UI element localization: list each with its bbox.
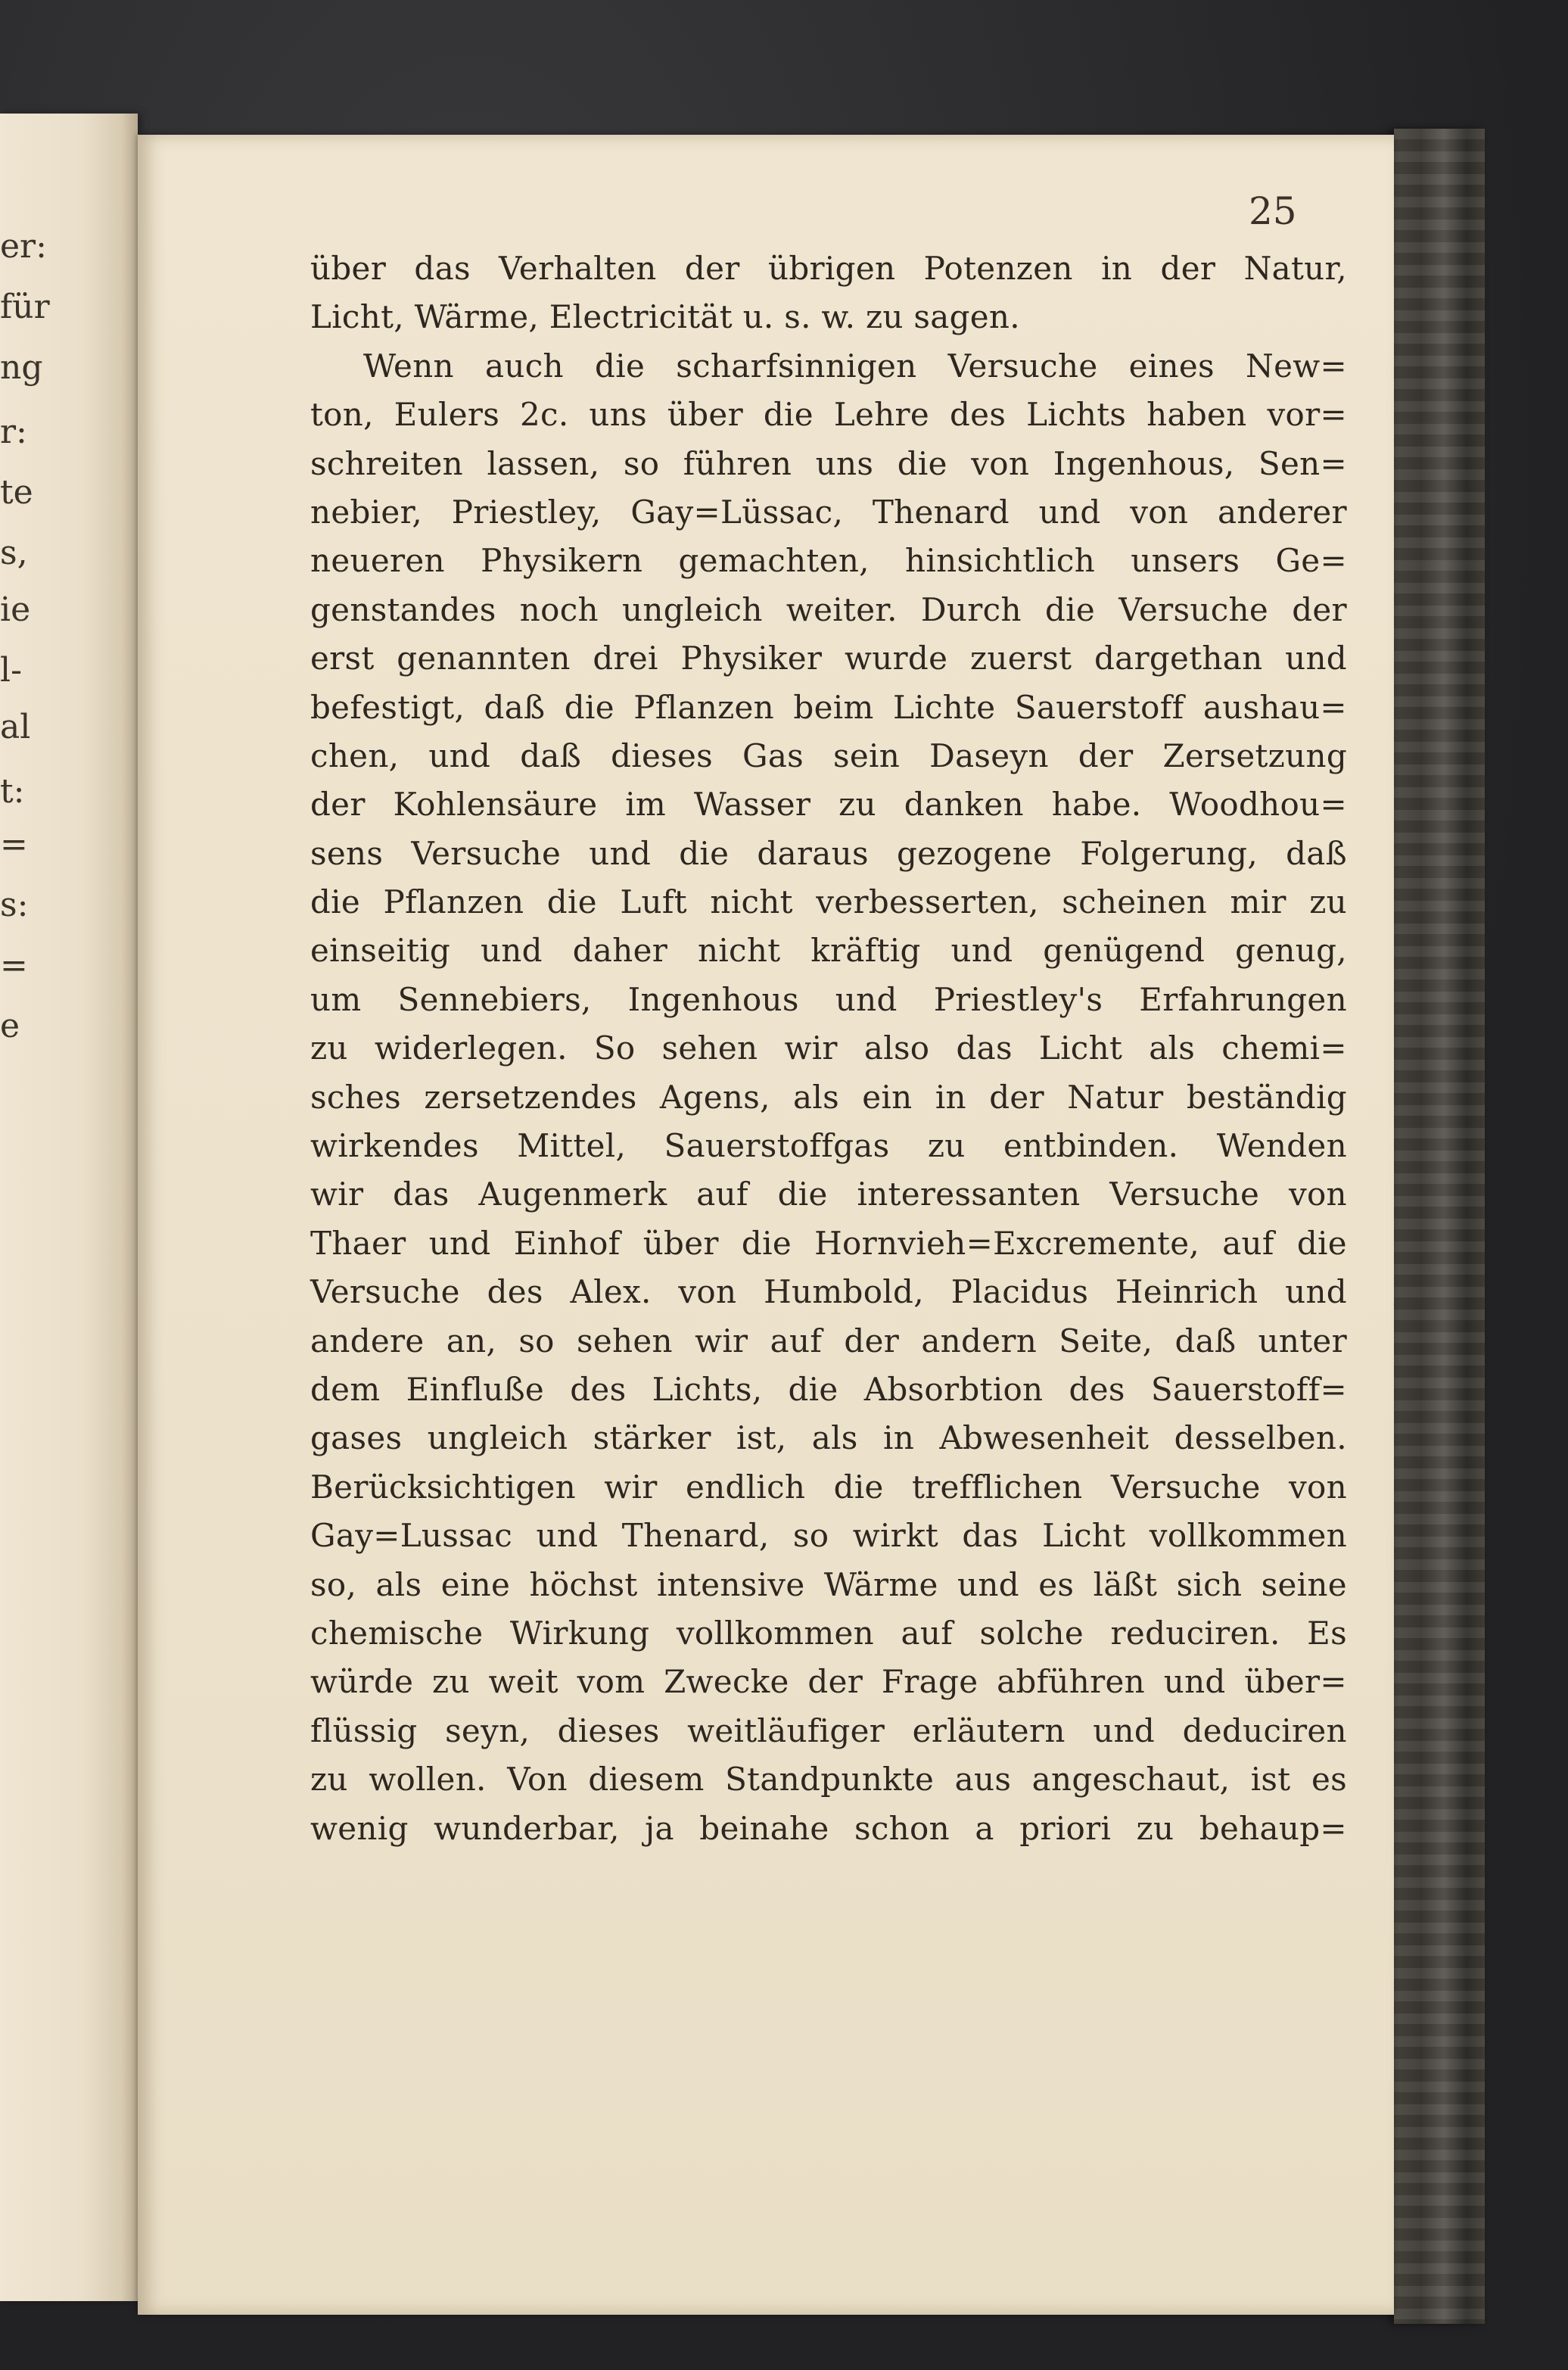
text-line: um Sennebiers, Ingenhous und Priestley's Erfahrungen	[310, 980, 1347, 1018]
text-line: Berücksichtigen wir endlich die trefflichen Versuche von	[310, 1468, 1347, 1506]
text-line: gases ungleich stärker ist, als in Abwesenheit desselben.	[310, 1419, 1347, 1457]
text-line: wir das Augenmerk auf die interessanten Versuche von	[310, 1176, 1347, 1213]
previous-page-fragment: te	[0, 473, 33, 512]
previous-page-fragment: e	[0, 1007, 20, 1045]
text-line: die Pflanzen die Luft nicht verbesserten, scheinen mir zu	[310, 883, 1347, 921]
previous-page-fragment: ng	[0, 348, 43, 387]
text-line: sens Versuche und die daraus gezogene Folgerung, daß	[310, 834, 1347, 872]
text-line: chen, und daß dieses Gas sein Daseyn der Zersetzung	[310, 737, 1347, 774]
text-line: wenig wunderbar, ja beinahe schon a priori zu behaup=	[310, 1809, 1347, 1847]
previous-page-fragment: s,	[0, 534, 28, 572]
previous-page-fragment: =	[0, 825, 28, 864]
text-line: einseitig und daher nicht kräftig und genügend genug,	[310, 932, 1347, 970]
previous-page-fragment: s:	[0, 886, 29, 924]
text-line: nebier, Priestley, Gay=Lüssac, Thenard und von anderer	[310, 493, 1347, 531]
text-line: genstandes noch ungleich weiter. Durch die Versuche der	[310, 590, 1347, 628]
text-line: befestigt, daß die Pflanzen beim Lichte Sauerstoff aushau=	[310, 688, 1347, 726]
previous-page-fragment: =	[0, 946, 28, 985]
previous-page-fragment: ie	[0, 590, 31, 629]
text-line: ton, Eulers 2c. uns über die Lehre des Lichts haben vor=	[310, 396, 1347, 434]
text-line: Licht, Wärme, Electricität u. s. w. zu sagen.	[310, 298, 1020, 336]
text-line: zu wollen. Von diesem Standpunkte aus angeschaut, ist es	[310, 1761, 1347, 1799]
text-line: dem Einfluße des Lichts, die Absorbtion des Sauerstoff=	[310, 1370, 1347, 1408]
text-line: chemische Wirkung vollkommen auf solche reduciren. Es	[310, 1614, 1347, 1652]
book-cover-edge	[1394, 129, 1485, 2324]
text-line: über das Verhalten der übrigen Potenzen in der Natur,	[310, 250, 1347, 287]
previous-page-edge	[0, 114, 138, 2301]
page-number: 25	[1249, 189, 1297, 233]
previous-page-fragment: für	[0, 288, 50, 326]
text-line: flüssig seyn, dieses weitläufiger erläutern und deduciren	[310, 1711, 1347, 1749]
text-line: erst genannten drei Physiker wurde zuerst dargethan und	[310, 640, 1347, 677]
text-line: Wenn auch die scharfsinnigen Versuche eines New=	[363, 347, 1347, 385]
text-line: der Kohlensäure im Wasser zu danken habe. Woodhou=	[310, 786, 1347, 824]
text-line: schreiten lassen, so führen uns die von Ingenhous, Sen=	[310, 444, 1347, 482]
previous-page-fragment: t:	[0, 772, 25, 811]
text-line: sches zersetzendes Agens, als ein in der Natur beständig	[310, 1078, 1347, 1116]
text-line: Thaer und Einhof über die Hornvieh=Excremente, auf die	[310, 1224, 1347, 1262]
previous-page-fragment: r:	[0, 413, 27, 451]
previous-page-fragment: al	[0, 708, 31, 746]
text-line: Versuche des Alex. von Humbold, Placidus Heinrich und	[310, 1273, 1347, 1311]
text-line: Gay=Lussac und Thenard, so wirkt das Licht vollkommen	[310, 1517, 1347, 1555]
text-line: andere an, so sehen wir auf der andern Seite, daß unter	[310, 1322, 1347, 1359]
text-line: würde zu weit vom Zwecke der Frage abführen und über=	[310, 1663, 1347, 1701]
page-body-text	[310, 250, 1347, 1858]
text-line: neueren Physikern gemachten, hinsichtlich unsers Ge=	[310, 542, 1347, 580]
text-line: wirkendes Mittel, Sauerstoffgas zu entbinden. Wenden	[310, 1127, 1347, 1165]
text-line: so, als eine höchst intensive Wärme und es läßt sich seine	[310, 1565, 1347, 1603]
previous-page-fragment: l-	[0, 651, 22, 690]
previous-page-fragment: er:	[0, 227, 47, 266]
text-line: zu widerlegen. So sehen wir also das Licht als chemi=	[310, 1029, 1347, 1067]
